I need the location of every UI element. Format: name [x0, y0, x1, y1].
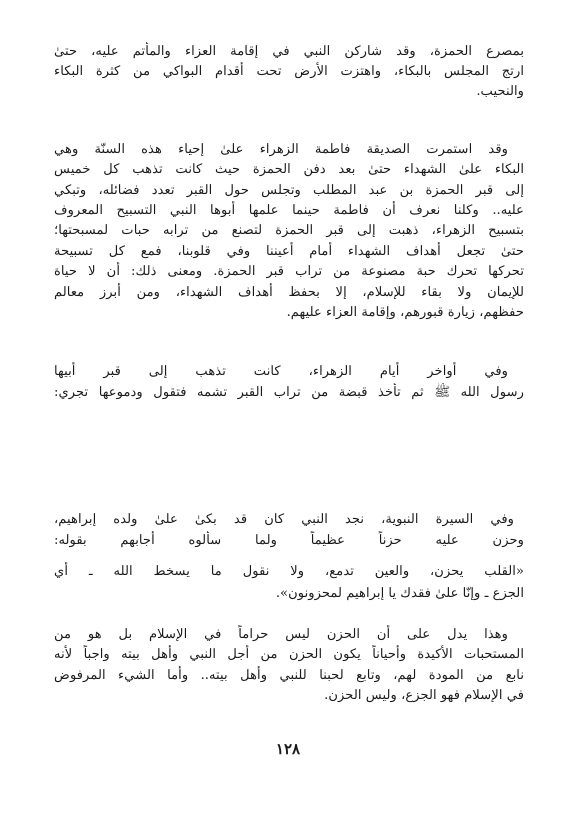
paragraph-line: وهذا يدل على أن الحزن ليس حراماً في الإسلام بل هو من — [54, 627, 508, 642]
paragraph-line: ارتج المجلس بالبكاء، واهتزت الأرض تحت أقدام البواكي من كثرة البكاء — [54, 64, 524, 79]
paragraph-line: إلى قبر الحمزة بن عبد المطلب وتجلس حول القبر تعدد فضائله، وتبكي — [54, 183, 524, 198]
paragraph-line: بمصرع الحمزة، وقد شاركن النبي في إقامة العزاء والمأتم عليه، حتىٰ — [54, 44, 524, 59]
paragraph-line: في الإسلام فهو الجزع، وليس الحزن. — [324, 688, 524, 703]
paragraph-line: حفظهم، زيارة قبورهم، وإقامة العزاء عليهم. — [286, 305, 524, 320]
paragraph-line: رسول الله ﷺ ثم تأخذ قبضة من تراب القبر تشمه فتقول ودموعها تجري: — [54, 385, 524, 400]
paragraph-line: وقد استمرت الصديقة فاطمة الزهراء علىٰ إحياء هذه السنّة وهي — [54, 142, 508, 157]
page-number: ١٢٨ — [275, 740, 301, 758]
hadith-quote-line: الجزع ـ وإنّا علىٰ فقدك يا إبراهيم لمحزونون». — [275, 586, 524, 601]
paragraph-line: حتىٰ تجعل أهداف الشهداء أمام أعيننا وفي قلوبنا، فمع كل تسبيحة — [54, 244, 524, 259]
paragraph-line: عليه.. وكلنا نعرف أن فاطمة حينما علمها أبوها النبي التسبيح المعروف — [54, 203, 524, 218]
hadith-quote-line: «القلب يحزن، والعين تدمع، ولا نقول ما يسخط الله ـ أي — [54, 564, 524, 579]
paragraph-line: وفي السيرة النبوية، نجد النبي كان قد بكىٰ علىٰ ولده إبراهيم، — [54, 512, 514, 527]
paragraph-line: للإيمان ولا بقاء للإسلام، إلا بحفظ أهداف الشهداء، ومن أبرز معالم — [54, 285, 524, 300]
paragraph-line: البكاء علىٰ الشهداء حتىٰ بعد دفن الحمزة حيث كانت تذهب كل خميس — [54, 162, 524, 177]
paragraph-line: والنحيب. — [476, 84, 524, 99]
paragraph-line: وحزن عليه حزناً عظيماً ولما سألوه أجابهم بقوله: — [54, 533, 524, 548]
paragraph-line: المستحبات الأكيدة وأحياناً يكون الحزن من أجل النبي وأهل بيته واجباً لأنه — [54, 647, 524, 662]
paragraph-line: نابع من المودة لهم، وتابع لحبنا للنبي وأهل بيته.. وأما الشيء المرفوض — [54, 668, 524, 683]
paragraph-line: تحركها تحرك حبة مصنوعة من تراب قبر الحمزة. ومعنى ذلك: أن لا حياة — [54, 264, 524, 279]
paragraph-line: بتسبيح الزهراء، ذهبت إلى قبر الحمزة لتصنع من ترابه حبات لمسبحتها؛ — [54, 223, 524, 238]
paragraph-line: وفي أواخر أيام الزهراء، كانت تذهب إلى قبر أبيها — [54, 364, 508, 379]
